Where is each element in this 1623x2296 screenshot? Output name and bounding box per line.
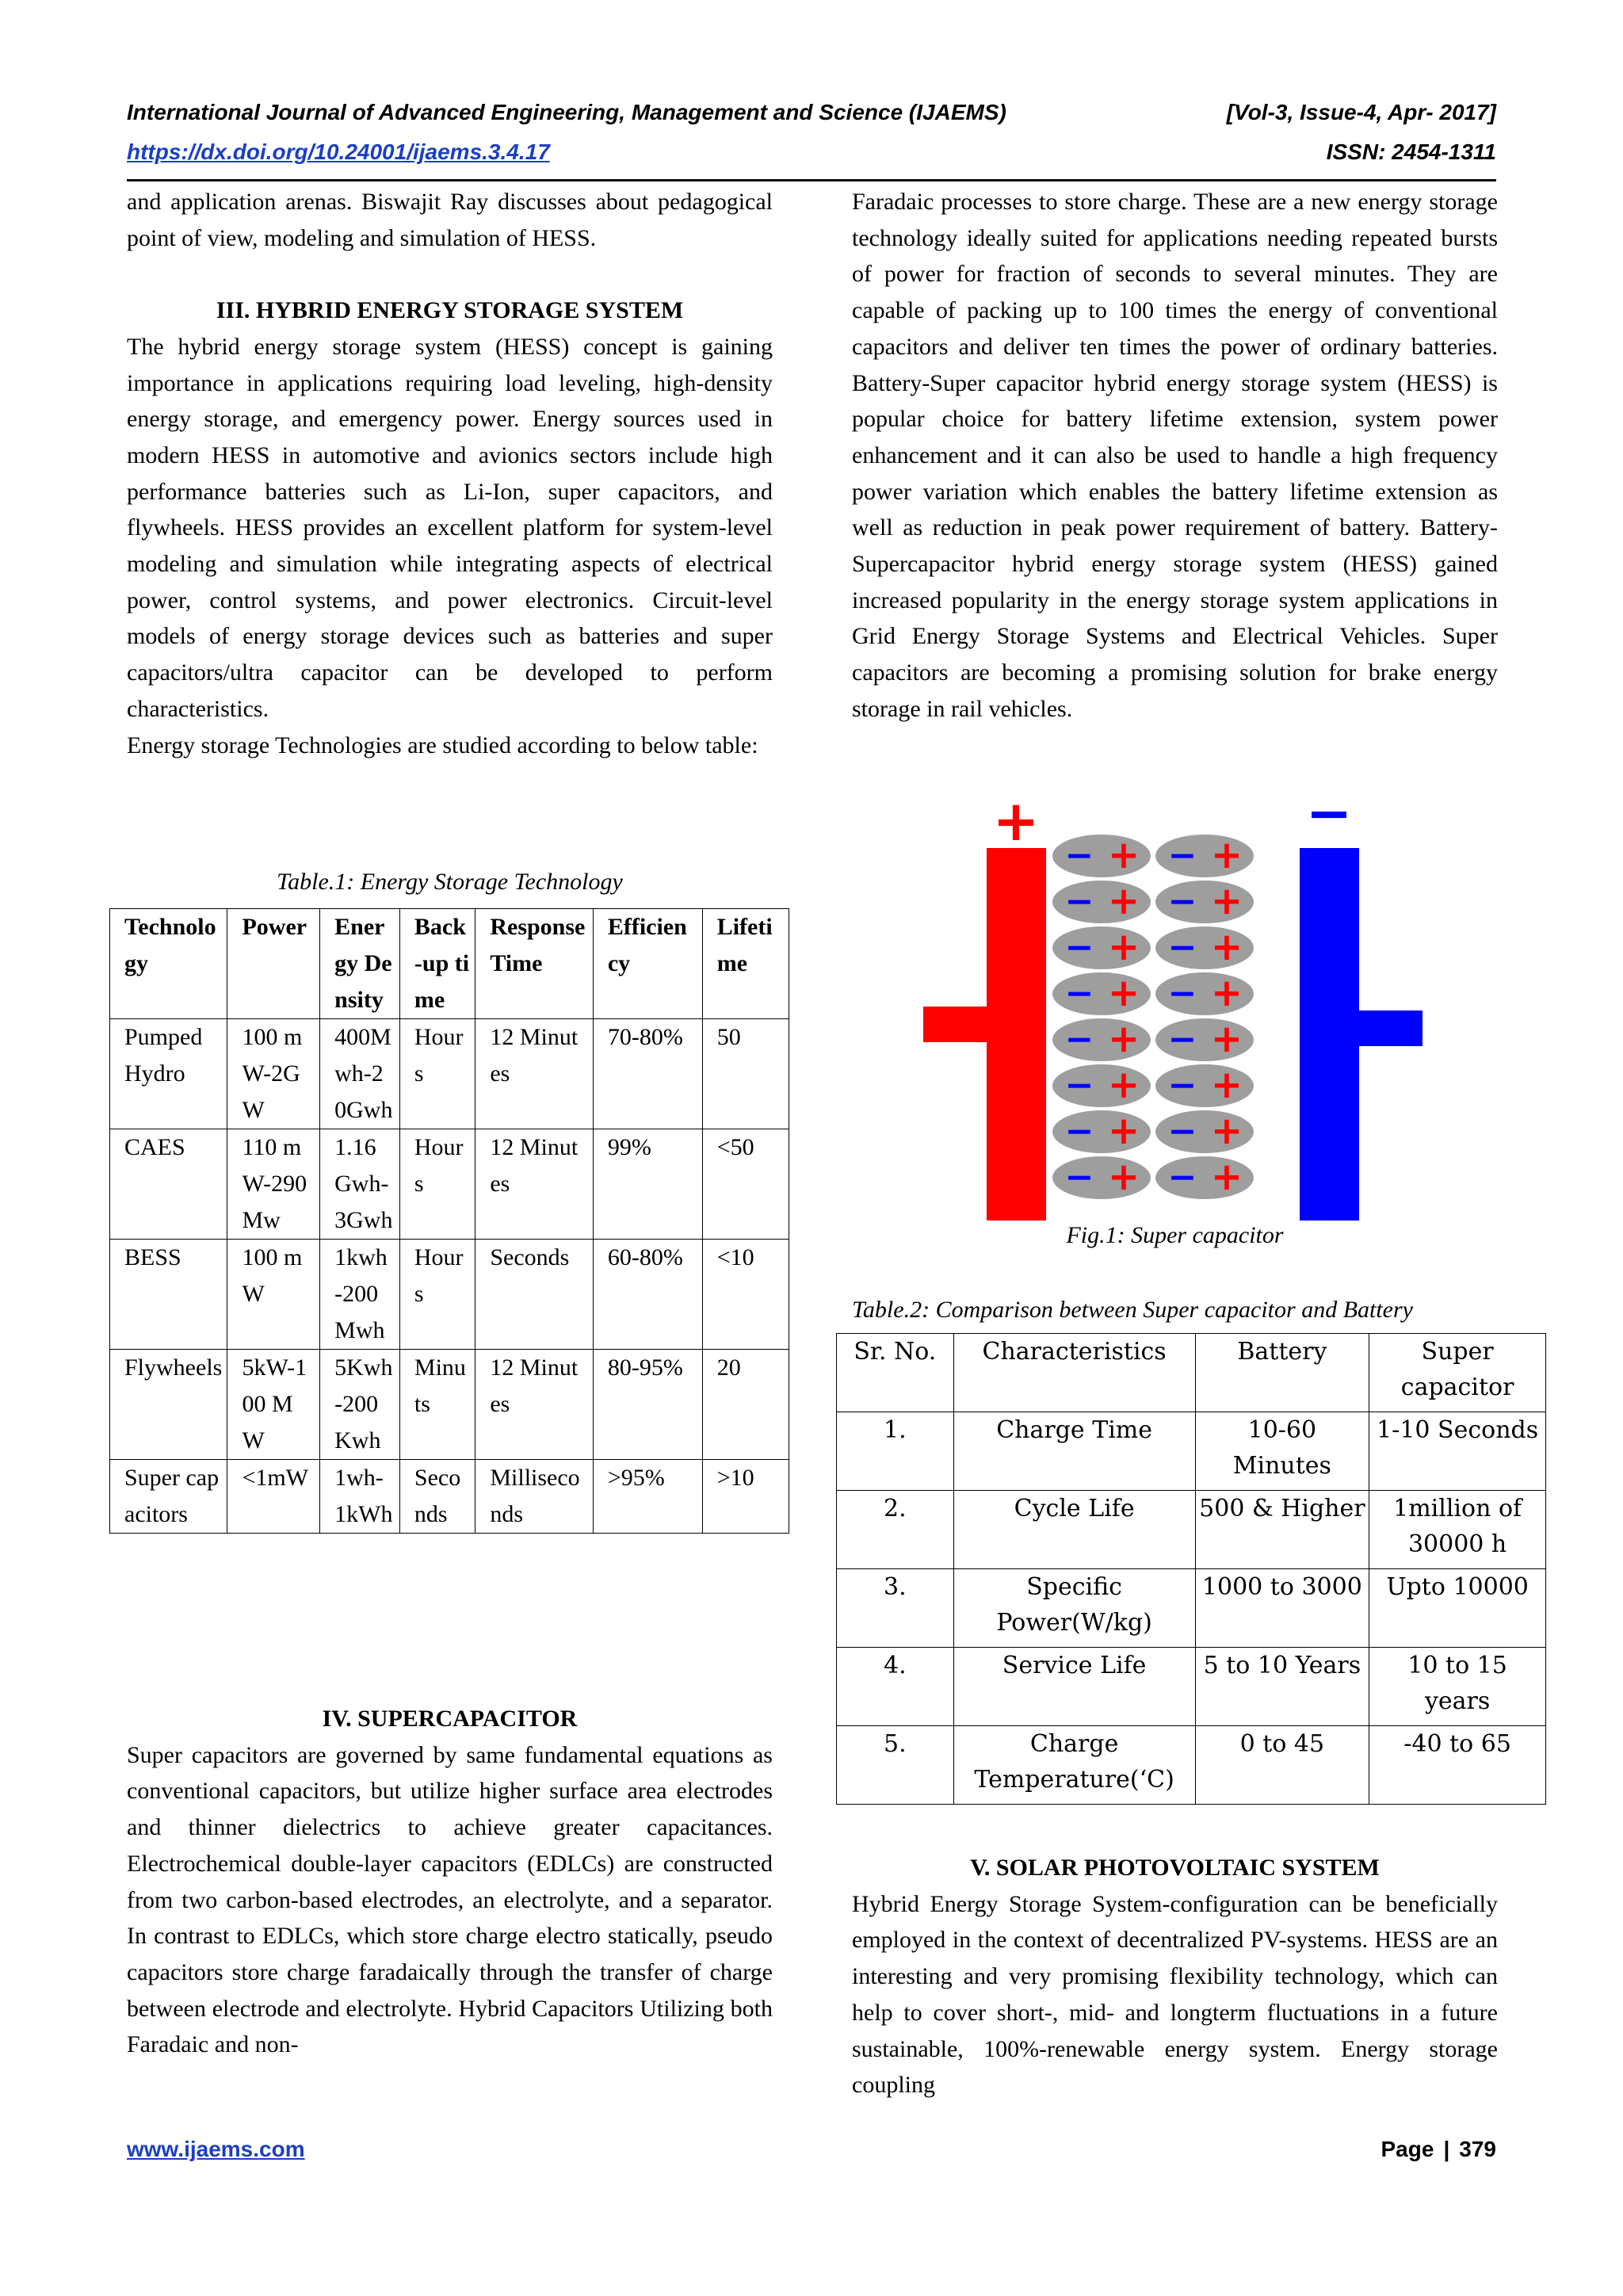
volume-issue: [Vol-3, Issue-4, Apr- 2017] xyxy=(1226,100,1496,124)
doi-link[interactable]: https://dx.doi.org/10.24001/ijaems.3.4.17 xyxy=(127,139,550,164)
positive-ion-symbol: + xyxy=(1210,1063,1243,1107)
table-cell: 1wh-1kWh xyxy=(320,1460,400,1534)
negative-ion-symbol: − xyxy=(1064,927,1094,968)
table-cell: Flywheels xyxy=(110,1350,227,1460)
table-cell: 5kW-100 MW xyxy=(227,1350,320,1460)
page-footer xyxy=(127,2137,1496,2162)
table-cell: 12 Minutes xyxy=(475,1129,593,1240)
right-column xyxy=(852,184,1498,728)
page-number: 379 xyxy=(1459,2137,1496,2161)
table-2-comparison xyxy=(836,1333,1546,1805)
table-2-header: Characteristics xyxy=(953,1334,1195,1412)
table-cell: 5. xyxy=(837,1726,954,1805)
table-cell: Hours xyxy=(399,1019,475,1129)
positive-ion-symbol: + xyxy=(1210,1017,1243,1061)
section-3-paragraph: The hybrid energy storage system (HESS) concept is gaining importance in applications requiring load leveling, high-density energy storage, and emergency power. Energy sources used in modern HESS in automotive and avionics sectors include high performance batteries such as Li-Ion, super capacitors, and flywheels. HESS provides an excellent platform for system-level modeling and simulation while integrating aspects of electrical power, control systems, and power electronics. Circuit-level models of energy storage devices such as batteries and super capacitors/ultra capacitor can be developed to perform characteristics. xyxy=(127,333,773,722)
table-cell: 400Mwh-20Gwh xyxy=(320,1019,400,1129)
table-cell: 0 to 45 xyxy=(1195,1726,1369,1805)
section-5-paragraph: Hybrid Energy Storage System-configuration can be beneficially employed in the context of decentralized PV-systems. HESS are an interesting and very promising flexibility technology, which can help to cover short-, mid- and longterm fluctuations in a future sustainable, 100%-renewable energy system. Energy storage coupling xyxy=(852,1890,1498,2099)
section-4-continued-paragraph: Faradaic processes to store charge. These are a new energy storage technology ideally suited for applications needing repeated bursts of power for fraction of seconds to several minutes. They are capable of packing up to 100 times the energy of conventional capacitors and deliver ten times the power of ordinary batteries. Battery-Super capacitor hybrid energy storage system (HESS) is popular choice for battery lifetime extension, system power enhancement and it can also be used to handle a high frequency power variation which enables the battery lifetime extension as well as reduction in peak power requirement of battery. Battery-Supercapacitor hybrid energy storage system (HESS) gained increased popularity in the energy storage system applications in Grid Energy Storage Systems and Electrical Vehicles. Super capacitors are becoming a promising solution for brake energy storage in rail vehicles. xyxy=(852,189,1498,722)
table-cell: 50 xyxy=(702,1019,789,1129)
table-cell: 3. xyxy=(837,1569,954,1648)
table-cell: 12 Minutes xyxy=(475,1350,593,1460)
table-cell: >95% xyxy=(593,1460,702,1534)
ion-columns xyxy=(1052,833,1254,1199)
table-cell: 99% xyxy=(593,1129,702,1240)
table-row xyxy=(837,1648,1546,1726)
table-cell: Minuts xyxy=(399,1350,475,1460)
negative-ion-symbol: − xyxy=(1064,881,1094,922)
table-cell: 70-80% xyxy=(593,1019,702,1129)
positive-ion-symbol: + xyxy=(1210,833,1243,877)
table-1-header: Technology xyxy=(110,909,227,1019)
section-5-heading: V. SOLAR PHOTOVOLTAIC SYSTEM xyxy=(970,1855,1380,1881)
table-cell: <50 xyxy=(702,1129,789,1240)
table-cell: 100 mW-2GW xyxy=(227,1019,320,1129)
table-1-header: Response Time xyxy=(475,909,593,1019)
positive-ion-symbol: + xyxy=(1107,1155,1140,1199)
left-column-lower xyxy=(127,1701,773,2063)
table-cell: Cycle Life xyxy=(953,1491,1195,1569)
table-cell: 100 mW xyxy=(227,1240,320,1350)
section-3-paragraph-2: Energy storage Technologies are studied according to below table: xyxy=(127,732,758,758)
site-link[interactable]: www.ijaems.com xyxy=(127,2137,305,2161)
figure-1-caption: Fig.1: Super capacitor xyxy=(1066,1222,1284,1248)
positive-ion-symbol: + xyxy=(1210,925,1243,969)
table-cell: -40 to 65 xyxy=(1369,1726,1546,1805)
positive-ion-symbol: + xyxy=(1107,1063,1140,1107)
table-cell: 10 to 15 years xyxy=(1369,1648,1546,1726)
page-number-block: Page | 379 xyxy=(1381,2137,1496,2161)
header-rule xyxy=(127,179,1496,181)
negative-terminal xyxy=(1359,1010,1423,1046)
table-1-caption: Table.1: Energy Storage Technology xyxy=(277,869,623,895)
positive-ion-symbol: + xyxy=(1107,879,1140,923)
positive-ion-symbol: + xyxy=(1210,1155,1243,1199)
table-cell: 60-80% xyxy=(593,1240,702,1350)
positive-ion-symbol: + xyxy=(1107,1017,1140,1061)
negative-ion-symbol: − xyxy=(1167,1019,1197,1060)
table-row xyxy=(110,1350,789,1460)
table-cell: Pumped Hydro xyxy=(110,1019,227,1129)
table-cell: 1-10 Seconds xyxy=(1369,1412,1546,1491)
table-row xyxy=(837,1726,1546,1805)
table-cell: <10 xyxy=(702,1240,789,1350)
table-row xyxy=(837,1412,1546,1491)
table-cell: Hours xyxy=(399,1240,475,1350)
negative-ion-symbol: − xyxy=(1064,1157,1094,1198)
table-row xyxy=(110,1019,789,1129)
table-1-header: Efficiency xyxy=(593,909,702,1019)
table-2-caption: Table.2: Comparison between Super capacitor and Battery xyxy=(852,1297,1413,1323)
positive-ion-symbol: + xyxy=(1210,879,1243,923)
table-cell: 4. xyxy=(837,1648,954,1726)
table-cell: Seconds xyxy=(399,1460,475,1534)
negative-plate xyxy=(1300,848,1359,1221)
negative-ion-symbol: − xyxy=(1167,973,1197,1014)
supercapacitor-figure xyxy=(923,800,1423,1221)
table-1-header: Power xyxy=(227,909,320,1019)
positive-ion-symbol: + xyxy=(1210,1109,1243,1153)
right-column-lower xyxy=(852,1850,1498,2103)
table-cell: Charge Temperature(‘C) xyxy=(953,1726,1195,1805)
table-cell: 20 xyxy=(702,1350,789,1460)
table-cell: 10-60 Minutes xyxy=(1195,1412,1369,1491)
negative-ion-symbol: − xyxy=(1167,835,1197,876)
negative-ion-symbol: − xyxy=(1167,1111,1197,1152)
positive-ion-symbol: + xyxy=(1210,971,1243,1015)
positive-terminal xyxy=(923,1007,987,1042)
page-label: Page xyxy=(1381,2137,1434,2161)
table-row xyxy=(110,1460,789,1534)
table-cell: 110 mW-290 Mw xyxy=(227,1129,320,1240)
negative-ion-symbol: − xyxy=(1064,1019,1094,1060)
negative-terminal-symbol: − xyxy=(1305,800,1353,846)
left-column xyxy=(127,184,773,763)
table-cell: Super capacitors xyxy=(110,1460,227,1534)
negative-ion-symbol: − xyxy=(1167,881,1197,922)
section-3-heading: III. HYBRID ENERGY STORAGE SYSTEM xyxy=(216,297,684,324)
table-cell: 500 & Higher xyxy=(1195,1491,1369,1569)
table-cell: 1. xyxy=(837,1412,954,1491)
table-cell: Specific Power(W/kg) xyxy=(953,1569,1195,1648)
table-cell: 2. xyxy=(837,1491,954,1569)
table-cell: 5 to 10 Years xyxy=(1195,1648,1369,1726)
positive-ion-symbol: + xyxy=(1107,925,1140,969)
negative-ion-symbol: − xyxy=(1167,1157,1197,1198)
table-cell: Upto 10000 xyxy=(1369,1569,1546,1648)
negative-ion-symbol: − xyxy=(1064,1111,1094,1152)
table-cell: <1mW xyxy=(227,1460,320,1534)
table-2-header: Battery xyxy=(1195,1334,1369,1412)
table-cell: 12 Minutes xyxy=(475,1019,593,1129)
table-cell: 5Kwh-200 Kwh xyxy=(320,1350,400,1460)
table-cell: Service Life xyxy=(953,1648,1195,1726)
table-row xyxy=(837,1491,1546,1569)
negative-ion-symbol: − xyxy=(1064,973,1094,1014)
positive-ion-symbol: + xyxy=(1107,1109,1140,1153)
negative-ion-symbol: − xyxy=(1064,835,1094,876)
table-cell: 80-95% xyxy=(593,1350,702,1460)
positive-plate xyxy=(987,848,1046,1221)
table-cell: BESS xyxy=(110,1240,227,1350)
table-cell: >10 xyxy=(702,1460,789,1534)
table-cell: Charge Time xyxy=(953,1412,1195,1491)
table-2-header: Sr. No. xyxy=(837,1334,954,1412)
table-cell: 1000 to 3000 xyxy=(1195,1569,1369,1648)
table-2-header: Super capacitor xyxy=(1369,1334,1546,1412)
table-1-header: Back-up time xyxy=(399,909,475,1019)
section-4-heading: IV. SUPERCAPACITOR xyxy=(322,1706,578,1732)
table-row xyxy=(110,1129,789,1240)
table-cell: Hours xyxy=(399,1129,475,1240)
intro-paragraph: and application arenas. Biswajit Ray discusses about pedagogical point of view, modeling and simulation of HESS. xyxy=(127,189,773,251)
negative-ion-symbol: − xyxy=(1167,1065,1197,1106)
table-cell: 1.16 Gwh-3Gwh xyxy=(320,1129,400,1240)
table-1-header: Energy Density xyxy=(320,909,400,1019)
table-cell: 1million of 30000 h xyxy=(1369,1491,1546,1569)
table-1-header: Lifetime xyxy=(702,909,789,1019)
table-cell: 1kwh-200 Mwh xyxy=(320,1240,400,1350)
positive-ion-symbol: + xyxy=(1107,971,1140,1015)
table-2-header-row xyxy=(837,1334,1546,1412)
journal-title: International Journal of Advanced Engineering, Management and Science (IJAEMS) xyxy=(127,100,1006,124)
table-cell: CAES xyxy=(110,1129,227,1240)
section-4-paragraph: Super capacitors are governed by same fundamental equations as conventional capacitors, but utilize higher surface area electrodes and thinner dielectrics to achieve greater capacitances. Electrochemical double-layer capacitors (EDLCs) are constructed from two carbon-based electrodes, an electrolyte, and a separator. In contrast to EDLCs, which store charge electro statically, pseudo capacitors store charge faradaically through the transfer of charge between electrode and electrolyte. Hybrid Capacitors Utilizing both Faradaic and non- xyxy=(127,1741,773,2058)
table-cell: Milliseconds xyxy=(475,1460,593,1534)
table-1-header-row xyxy=(110,909,789,1019)
table-cell: Seconds xyxy=(475,1240,593,1350)
issn: ISSN: 2454-1311 xyxy=(1326,139,1496,164)
table-row xyxy=(837,1569,1546,1648)
negative-ion-symbol: − xyxy=(1167,927,1197,968)
table-row xyxy=(110,1240,789,1350)
positive-ion-symbol: + xyxy=(1107,833,1140,877)
negative-ion-symbol: − xyxy=(1064,1065,1094,1106)
positive-terminal-symbol: + xyxy=(992,800,1040,854)
table-1-energy-storage xyxy=(109,908,789,1534)
